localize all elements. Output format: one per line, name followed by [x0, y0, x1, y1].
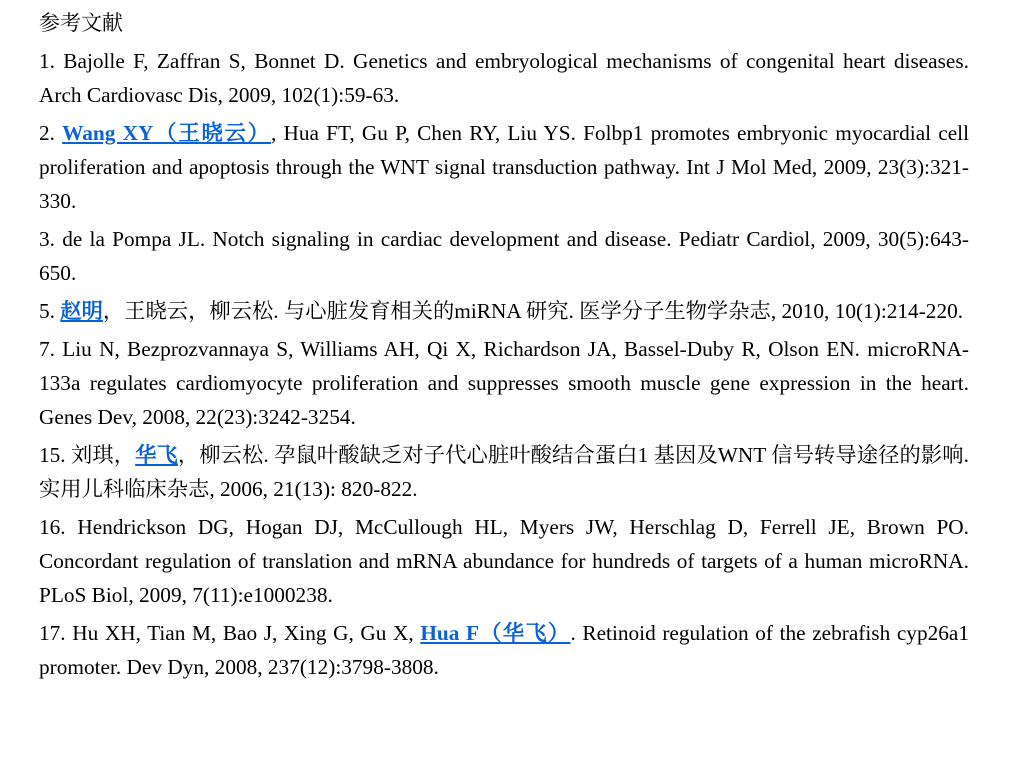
reference-text: , Hua FT, Gu P, Chen RY, Liu YS. Folbp1 promotes embryonic myocardial cell proliferation and apoptosis through the WNT signal transduction pathway. Int J Mol Med, 2009, 23(3):321-330.: [39, 121, 970, 213]
references-heading: 参考文献: [39, 11, 123, 35]
reference-number: 15. 刘琪，: [39, 443, 136, 467]
reference-text: 3. de la Pompa JL. Notch signaling in cardiac development and disease. Pediatr Cardiol, 2009, 30(5):643-650.: [39, 227, 969, 285]
author-link-zhao-ming[interactable]: 赵明: [60, 299, 103, 323]
reference-text: ，柳云松. 孕鼠叶酸缺乏对子代心脏叶酸结合蛋白1 基因及WNT 信号转导途径的影响. 实用儿科临床杂志, 2006, 21(13): 820-822.: [39, 443, 969, 501]
author-link-wang-xy[interactable]: Wang XY（王晓云）: [62, 121, 271, 145]
reference-item-7: [39, 332, 969, 434]
reference-number: 5.: [39, 299, 61, 323]
reference-item-16: [39, 510, 969, 612]
reference-number: 2.: [39, 121, 63, 145]
reference-item-17: [39, 616, 969, 684]
reference-number: 17. Hu XH, Tian M, Bao J, Xing G, Gu X,: [39, 621, 421, 645]
reference-text: ，王晓云，柳云松. 与心脏发育相关的miRNA 研究. 医学分子生物学杂志, 2010, 10(1):214-220.: [102, 299, 964, 323]
reference-item-3: [39, 222, 969, 290]
reference-text: 16. Hendrickson DG, Hogan DJ, McCullough HL, Myers JW, Herschlag D, Ferrell JE, Brown PO. Concordant regulation of translation and mRNA abundance for hundreds of targets of a human microRNA. PLoS Biol, 2009, 7(11):e1000238.: [39, 515, 969, 607]
author-link-hua-f[interactable]: Hua F（华飞）: [420, 621, 571, 645]
reference-item-2: [39, 116, 969, 218]
author-link-hua-fei[interactable]: 华飞: [135, 443, 178, 467]
reference-item-15: [39, 438, 969, 506]
reference-text: 7. Liu N, Bezprozvannaya S, Williams AH, Qi X, Richardson JA, Bassel-Duby R, Olson EN. microRNA-133a regulates cardiomyocyte proliferation and suppresses smooth muscle gene expression in the heart. Genes Dev, 2008, 22(23):3242-3254.: [39, 337, 969, 429]
reference-item-1: [39, 44, 969, 112]
reference-text: 1. Bajolle F, Zaffran S, Bonnet D. Genetics and embryological mechanisms of congenital heart diseases. Arch Cardiovasc Dis, 2009, 102(1):59-63.: [39, 49, 969, 107]
reference-document: [39, 6, 969, 688]
reference-text: . Retinoid regulation of the zebrafish cyp26a1 promoter. Dev Dyn, 2008, 237(12):3798-3808.: [39, 621, 969, 679]
reference-item-5: [39, 294, 969, 328]
